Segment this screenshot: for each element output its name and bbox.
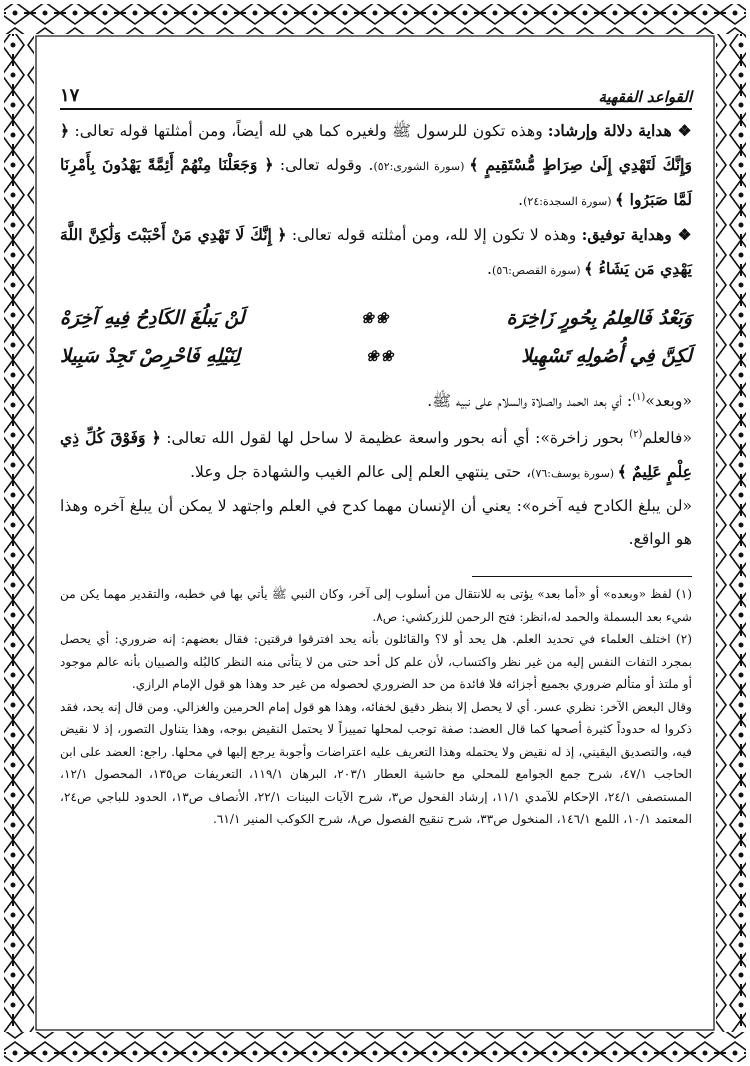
quran-verse: ﴿ وَجَعَلْنَا مِنْهُمْ أَئِمَّةً يَهْدُونَ بِأَمْرِنَا لَمَّا صَبَرُوا ﴾: [60, 155, 692, 209]
paragraph-text: وهذه تكون للرسول ﷺ ولغيره كما هي لله أيضاً، ومن أمثلتها قوله تعالى:: [69, 122, 548, 140]
footnote-marker: (١): [632, 392, 646, 403]
paragraph-guidance-1: [60, 114, 692, 218]
footnote-divider: [472, 576, 692, 577]
punctuation: .: [518, 191, 524, 209]
hemistich: وَبَعْدُ فَالعِلمُ بِحُورٍ زَاخِرَة: [506, 307, 692, 329]
header-title: القواعد الفقهية: [598, 88, 692, 106]
main-text: [60, 114, 692, 556]
verse-reference: (سورة يوسف:٧٦): [531, 467, 618, 481]
flower-separator: ❀❀: [361, 309, 391, 327]
running-header: [60, 82, 692, 110]
poem-line: [60, 337, 692, 375]
paragraph-text: بحور زاخرة»: أي أنه بحور واسعة عظيمة لا ساحل لها لقول الله تعالى:: [160, 429, 630, 448]
footnotes: [60, 583, 692, 831]
verse-reference: (سورة القصص:٥٦): [492, 264, 585, 277]
poem-line: [60, 299, 692, 337]
hemistich: لَكِنَّ فِي أُصُولِهِ تَسْهِيلا: [521, 345, 692, 367]
footnote-2-continued: وقال البعض الآخر: نظري عسر. أي لا يحصل إلا بنظر دقيق لخفائه، وهذا هو قول إمام الحرمين والغزالي. ومن قال إنه يحد، فقد ذكروا له حدوداً كثيرة أصحها كما قال العضد: صفة توجب لمحلها تمييزاً لا يحتمل النقيض بوجه، وهذا يتناول التصور، إذ لا نقيض فيه، والتصديق اليقيني، إذ له نقيض ولا يحتمله وهذا التعريف عليه اعتراضات وأجوبة يرجع إليها في محلها. راجع: العضد على ابن الحاجب ٤٧/١، شرح جمع الجوامع للمحلي مع حاشية العطار ٢٠٣/١، البرهان ١١٩/١، التعريفات ص١٣٥، المحصول ١٢/١، المستصفى ٢٤/١، الإحكام للآمدي ١١/١، إرشاد الفحول ص٣، شرح الآيات البينات ٢٢/١، الأنصاف ص١٣، الحدود للباجي ص٢٤، المعتمد ١٠/١، اللمع ١٤٦/١، المنخول ص٣٣، شرح تنقيح الفصول ص٨، شرح الكوكب المنير ٦١/١.: [60, 699, 693, 827]
page-content: [60, 82, 692, 1012]
paragraph-explanation-3: «لن يبلغ الكادح فيه آخره»: يعني أن الإنسان مهما كدح في العلم واجتهد لا يمكن أن يبلغ آخره وهذا هو الواقع.: [60, 497, 692, 549]
term-label: ❖ وهداية توفيق:: [581, 225, 692, 244]
hemistich: لِنَيْلِهِ فَاحْرِصْ تَجِدْ سَبِيلا: [60, 345, 240, 367]
hemistich: لَنْ يَبلُغَ الكَادِحُ فِيهِ آخِرَهْ: [60, 307, 245, 329]
punctuation: .: [487, 260, 493, 278]
quran-verse: ﴿ وَفَوْقَ كُلِّ ذِي عِلْمٍ عَلِيمٌ ﴾: [60, 428, 692, 482]
footnote-2: (٢) اختلف العلماء في تحديد العلم. هل يحد أو لا؟ والقائلون بأنه يحد افترقوا فرقتين: فقال بعضهم: إنه ضروري: أي يحصل بمجرد التفات النفس إليه من غير نظر واكتساب، لأن علم كل أحد حتى من لا يتأتى منه النظر كالبُله والصبيان بأنه عالم موجود أو ملتذ أو متألم ضروري بجميع أجزائه فلا فائدة من حد الضروري لحصوله من غير حد وهذا هو قول الإمام الرازي.: [60, 632, 692, 692]
poem: [60, 299, 692, 375]
paragraph-explanation-2: [60, 418, 692, 490]
quran-verse: ﴿ إِنَّكَ لَا تَهْدِي مَنْ أَحْبَبْتَ وَلَٰكِنَّ اللَّهَ يَهْدِي مَن يَشَاءُ ﴾: [60, 225, 692, 278]
flower-separator: ❀❀: [366, 347, 396, 365]
footnote-1: (١) لفظ «وبعده» أو «أما بعد» يؤتى به للانتقال من أسلوب إلى آخر، وكان النبي ﷺ يأتي بها في خطبه، والتقدير مهما يكن من شيء بعد البسملة والحمد له،انظر: فتح الرحمن للزركشي: ص٨.: [60, 587, 692, 624]
paragraph-text: ، حتى ينتهي العلم إلى عالم الغيب والشهادة جل وعلا.: [190, 463, 532, 482]
quran-verse: ﴿ وَإِنَّكَ لَتَهْدِي إِلَىٰ صِرَاطٍ مُّسْتَقِيمٍ ﴾: [60, 121, 692, 174]
paragraph-text: : أي بعد الحمد والصلاة والسلام على نبيه ﷺ.: [427, 392, 633, 411]
verse-reference: (سورة السجدة:٢٤): [523, 195, 616, 208]
lead-phrase: «وبعد»: [645, 392, 692, 411]
paragraph-explanation-1: [60, 381, 692, 418]
paragraph-guidance-2: [60, 218, 692, 287]
paragraph-text: . وقوله تعالى:: [273, 156, 374, 174]
page-number: ١٧: [60, 85, 80, 106]
lead-phrase: «فالعلم: [642, 429, 692, 448]
verse-reference: (سورة الشورى:٥٢): [373, 160, 470, 173]
paragraph-text: وهذه لا تكون إلا لله، ومن أمثلته قوله تعالى:: [286, 226, 582, 244]
term-label: ❖ هداية دلالة وإرشاد:: [547, 121, 692, 140]
footnote-marker: (٢): [629, 429, 643, 441]
